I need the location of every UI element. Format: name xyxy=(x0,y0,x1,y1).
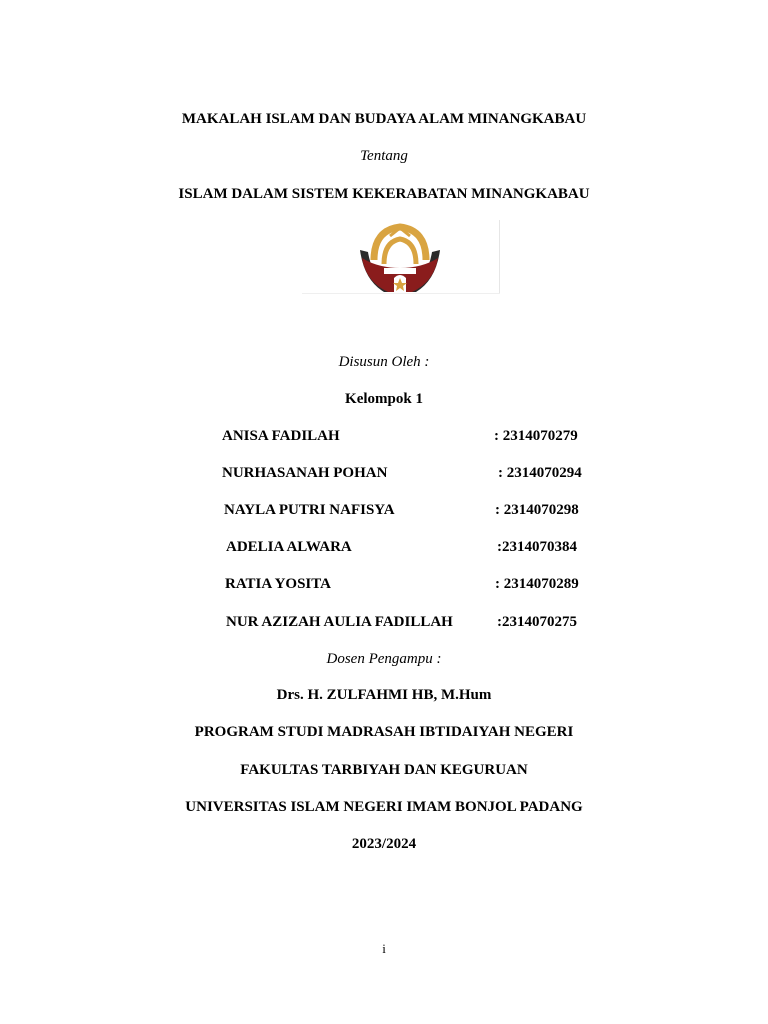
member-nim: : 2314070289 xyxy=(495,576,579,592)
member-nim: :2314070384 xyxy=(497,539,577,555)
member-nim: : 2314070298 xyxy=(495,502,579,518)
member-name: RATIA YOSITA xyxy=(225,576,331,592)
member-nim: :2314070275 xyxy=(497,614,577,630)
logo-frame-edge xyxy=(302,293,500,294)
member-nim: : 2314070294 xyxy=(498,465,582,481)
document-title: MAKALAH ISLAM DAN BUDAYA ALAM MINANGKABAU xyxy=(181,111,587,127)
member-name: NUR AZIZAH AULIA FADILLAH xyxy=(226,614,453,630)
university-name: UNIVERSITAS ISLAM NEGERI IMAM BONJOL PADANG xyxy=(185,799,583,815)
dosen-name: Drs. H. ZULFAHMI HB, M.Hum xyxy=(276,687,492,703)
logo-frame-edge xyxy=(499,220,500,294)
tentang-label: Tentang xyxy=(360,148,408,164)
academic-year: 2023/2024 xyxy=(351,836,417,852)
group-label: Kelompok 1 xyxy=(345,391,423,407)
document-subtitle: ISLAM DALAM SISTEM KEKERABATAN MINANGKABAU xyxy=(178,186,590,202)
member-name: ADELIA ALWARA xyxy=(226,539,352,555)
member-name: ANISA FADILAH xyxy=(222,428,340,444)
dosen-label: Dosen Pengampu : xyxy=(326,651,442,667)
member-nim: : 2314070279 xyxy=(494,428,578,444)
logo-frame xyxy=(302,220,500,294)
member-name: NAYLA PUTRI NAFISYA xyxy=(224,502,395,518)
disusun-label: Disusun Oleh : xyxy=(338,354,430,370)
faculty-name: FAKULTAS TARBIYAH DAN KEGURUAN xyxy=(240,762,528,778)
program-name: PROGRAM STUDI MADRASAH IBTIDAIYAH NEGERI xyxy=(194,724,574,740)
university-logo-icon xyxy=(302,220,500,294)
member-name: NURHASANAH POHAN xyxy=(222,465,388,481)
page-number: i xyxy=(382,941,386,956)
